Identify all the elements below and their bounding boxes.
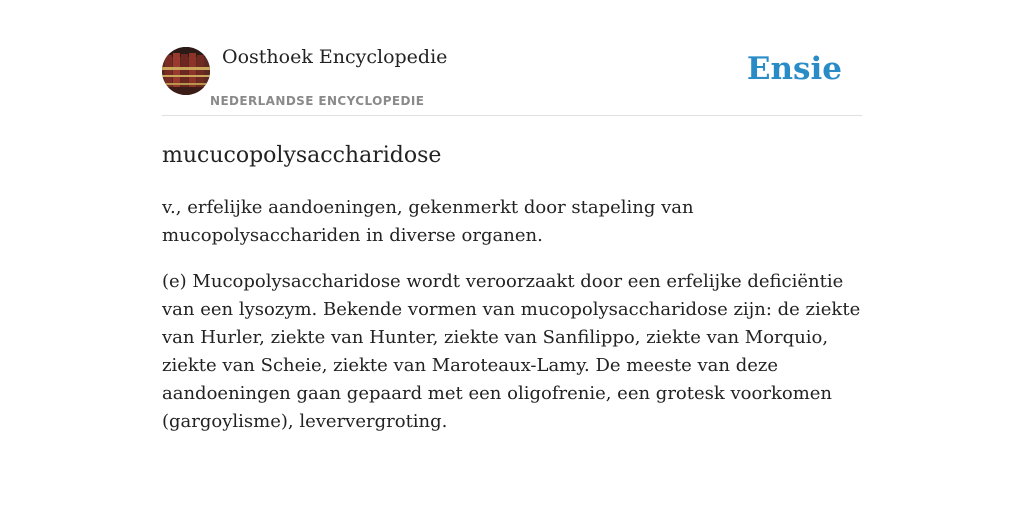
header	[162, 0, 862, 116]
source-avatar[interactable]	[162, 47, 210, 95]
source-subtitle: NEDERLANDSE ENCYCLOPEDIE	[210, 94, 425, 108]
source-title[interactable]: Oosthoek Encyclopedie	[222, 46, 448, 68]
entry-body	[162, 194, 862, 436]
book-spines-icon	[162, 47, 210, 95]
entry-title: mucucopolysaccharidose	[162, 143, 442, 168]
page-container	[162, 0, 862, 436]
brand-logo-link[interactable]: Ensie	[746, 51, 842, 87]
entry-paragraph: (e) Mucopolysaccharidose wordt veroorzaakt door een erfelijke deficiëntie van een lysozym. Bekende vormen van mucopolysaccharidose zijn: de ziekte van Hurler, ziekte van Hunter, ziekte van Sanfilippo, ziekte van Morquio, ziekte van Scheie, ziekte van Maroteaux-Lamy. De meeste van deze aandoeningen gaan gepaard met een oligofrenie, een grotesk voorkomen (gargoylisme), leververgroting.	[162, 271, 861, 432]
entry-paragraph: v., erfelijke aandoeningen, gekenmerkt door stapeling van mucopolysacchariden in diverse organen.	[162, 197, 694, 246]
